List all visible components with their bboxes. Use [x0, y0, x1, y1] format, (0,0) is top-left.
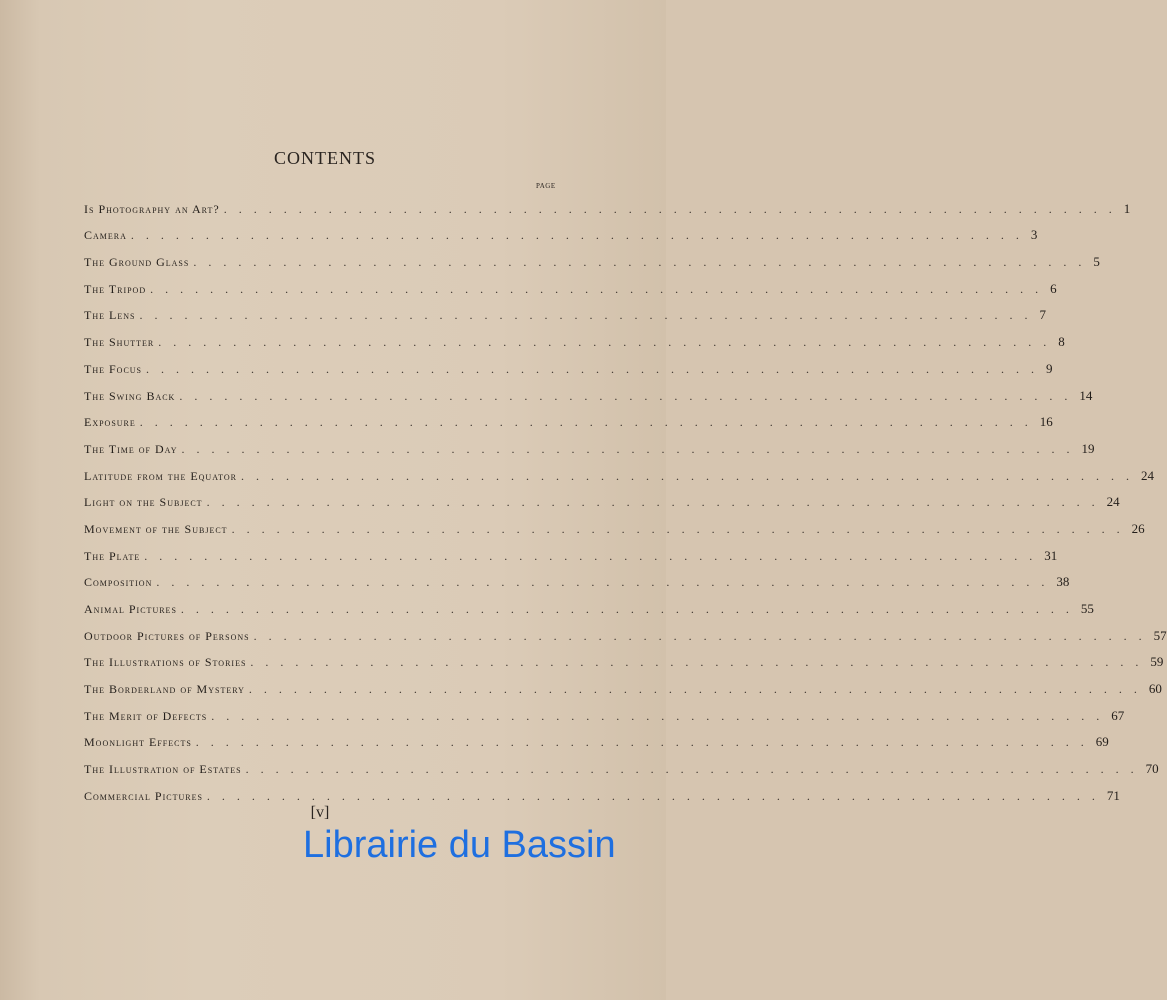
- toc-entry-page: 31: [1044, 547, 1058, 563]
- toc-entry-page: 38: [1056, 574, 1070, 590]
- toc-entry: [84, 190, 1131, 217]
- toc-entry-page: 9: [1046, 360, 1053, 376]
- toc-entry-title: The Shutter: [84, 335, 155, 350]
- leader-dots: ............................................................: [250, 655, 1151, 670]
- toc-entry-page: 7: [1039, 307, 1046, 323]
- toc-entry: [84, 484, 1120, 511]
- leader-dots: ............................................................: [211, 708, 1112, 723]
- leader-dots: ............................................................: [206, 495, 1107, 510]
- toc-entry: [84, 457, 1154, 484]
- toc-entry: [84, 564, 1070, 591]
- leader-dots: ............................................................: [253, 628, 1154, 643]
- toc-entry-page: 69: [1095, 734, 1109, 750]
- toc-entry-title: Moonlight Effects: [84, 735, 192, 750]
- toc-entry: [84, 217, 1038, 244]
- toc-entry-page: 3: [1030, 227, 1038, 243]
- toc-entry-title: The Time of Day: [84, 441, 178, 456]
- toc-entry-title: Outdoor Pictures of Persons: [84, 628, 250, 643]
- toc-entry-page: 24: [1140, 467, 1154, 483]
- toc-entry-title: The Tripod: [84, 281, 147, 296]
- toc-entry-page: 55: [1080, 601, 1094, 616]
- leader-dots: ............................................................: [180, 602, 1081, 616]
- leader-dots: ............................................................: [231, 521, 1132, 536]
- toc-entry-title: The Illustrations of Stories: [84, 655, 247, 670]
- leader-dots: ............................................................: [179, 388, 1080, 403]
- toc-entry-title: Light on the Subject: [84, 495, 203, 510]
- leader-dots: ............................................................: [130, 228, 1031, 243]
- toc-entry-page: 60: [1148, 681, 1162, 697]
- leader-dots: ............................................................: [248, 682, 1149, 697]
- leader-dots: ............................................................: [206, 788, 1107, 803]
- leader-dots: ............................................................: [139, 308, 1040, 323]
- toc-entry-title: The Merit of Defects: [84, 708, 208, 723]
- toc-entry: [84, 777, 1120, 804]
- page-column-label: PAGE: [536, 182, 556, 190]
- toc-entry-page: 5: [1093, 254, 1100, 270]
- toc-entry-title: The Borderland of Mystery: [84, 682, 245, 697]
- toc-entry-page: 26: [1131, 520, 1145, 536]
- toc-entry-title: The Focus: [84, 361, 143, 376]
- toc-entry: [84, 617, 1167, 644]
- toc-entry-page: 57: [1153, 627, 1167, 643]
- toc-entry: [84, 644, 1164, 671]
- toc-entry: [84, 697, 1125, 724]
- toc-entry: [84, 724, 1109, 751]
- toc-entry: [84, 270, 1057, 297]
- toc-entry-page: 59: [1150, 654, 1164, 670]
- toc-entry: [84, 404, 1053, 431]
- toc-entry-page: 70: [1145, 761, 1159, 777]
- toc-entry-title: Animal Pictures: [84, 602, 177, 616]
- toc-entry-page: 67: [1111, 707, 1125, 723]
- leader-dots: ............................................................: [245, 762, 1146, 777]
- toc-entry: [84, 670, 1162, 697]
- leader-dots: ............................................................: [195, 735, 1096, 750]
- leader-dots: ............................................................: [144, 548, 1045, 563]
- toc-entry: [84, 750, 1159, 777]
- leader-dots: ............................................................: [193, 255, 1094, 270]
- toc-entry: [84, 430, 1095, 457]
- toc-entry-title: Commercial Pictures: [84, 788, 203, 803]
- toc-entry: [84, 590, 1094, 617]
- leader-dots: ............................................................: [240, 468, 1141, 483]
- leader-dots: ............................................................: [139, 415, 1040, 430]
- page-number: [v]: [310, 804, 330, 821]
- toc-entry-title: The Swing Back: [84, 388, 176, 403]
- toc-entry-title: The Illustration of Estates: [84, 762, 242, 777]
- leader-dots: ............................................................: [158, 335, 1059, 350]
- toc-entry: [84, 377, 1093, 404]
- leader-dots: ............................................................: [223, 201, 1124, 216]
- toc-entry-page: 8: [1058, 334, 1065, 350]
- toc-entry: [84, 323, 1065, 350]
- toc-entry-title: The Lens: [84, 308, 136, 323]
- leader-dots: ............................................................: [146, 361, 1047, 376]
- toc-entry: [84, 350, 1053, 377]
- leader-dots: ............................................................: [156, 575, 1057, 590]
- toc-entry-page: 1: [1123, 200, 1131, 216]
- toc-entry-title: Is Photography an Art?: [84, 201, 220, 216]
- toc-entry: [84, 243, 1100, 270]
- toc-entry-page: 14: [1079, 387, 1093, 403]
- leader-dots: ............................................................: [181, 441, 1082, 456]
- leader-dots: ............................................................: [150, 281, 1051, 296]
- toc-entry-page: 19: [1081, 440, 1095, 456]
- toc-entry-title: The Ground Glass: [84, 255, 190, 270]
- toc-entry: [84, 510, 1145, 537]
- toc-entry-page: 71: [1106, 787, 1120, 803]
- toc-entry: [84, 537, 1058, 564]
- toc-entry-title: Camera: [84, 228, 127, 243]
- toc-entry-title: Movement of the Subject: [84, 521, 228, 536]
- table-of-contents: [84, 190, 1167, 804]
- toc-entry-title: Exposure: [84, 415, 136, 430]
- toc-entry-page: 6: [1050, 280, 1057, 296]
- toc-entry-title: Composition: [84, 575, 153, 590]
- page-title: CONTENTS: [274, 148, 376, 168]
- watermark: Librairie du Bassin: [303, 824, 616, 866]
- toc-entry: [84, 297, 1046, 324]
- toc-entry-title: The Plate: [84, 548, 141, 563]
- toc-entry-page: 16: [1039, 414, 1053, 430]
- toc-entry-page: 24: [1106, 494, 1120, 510]
- toc-entry-title: Latitude from the Equator: [84, 468, 237, 483]
